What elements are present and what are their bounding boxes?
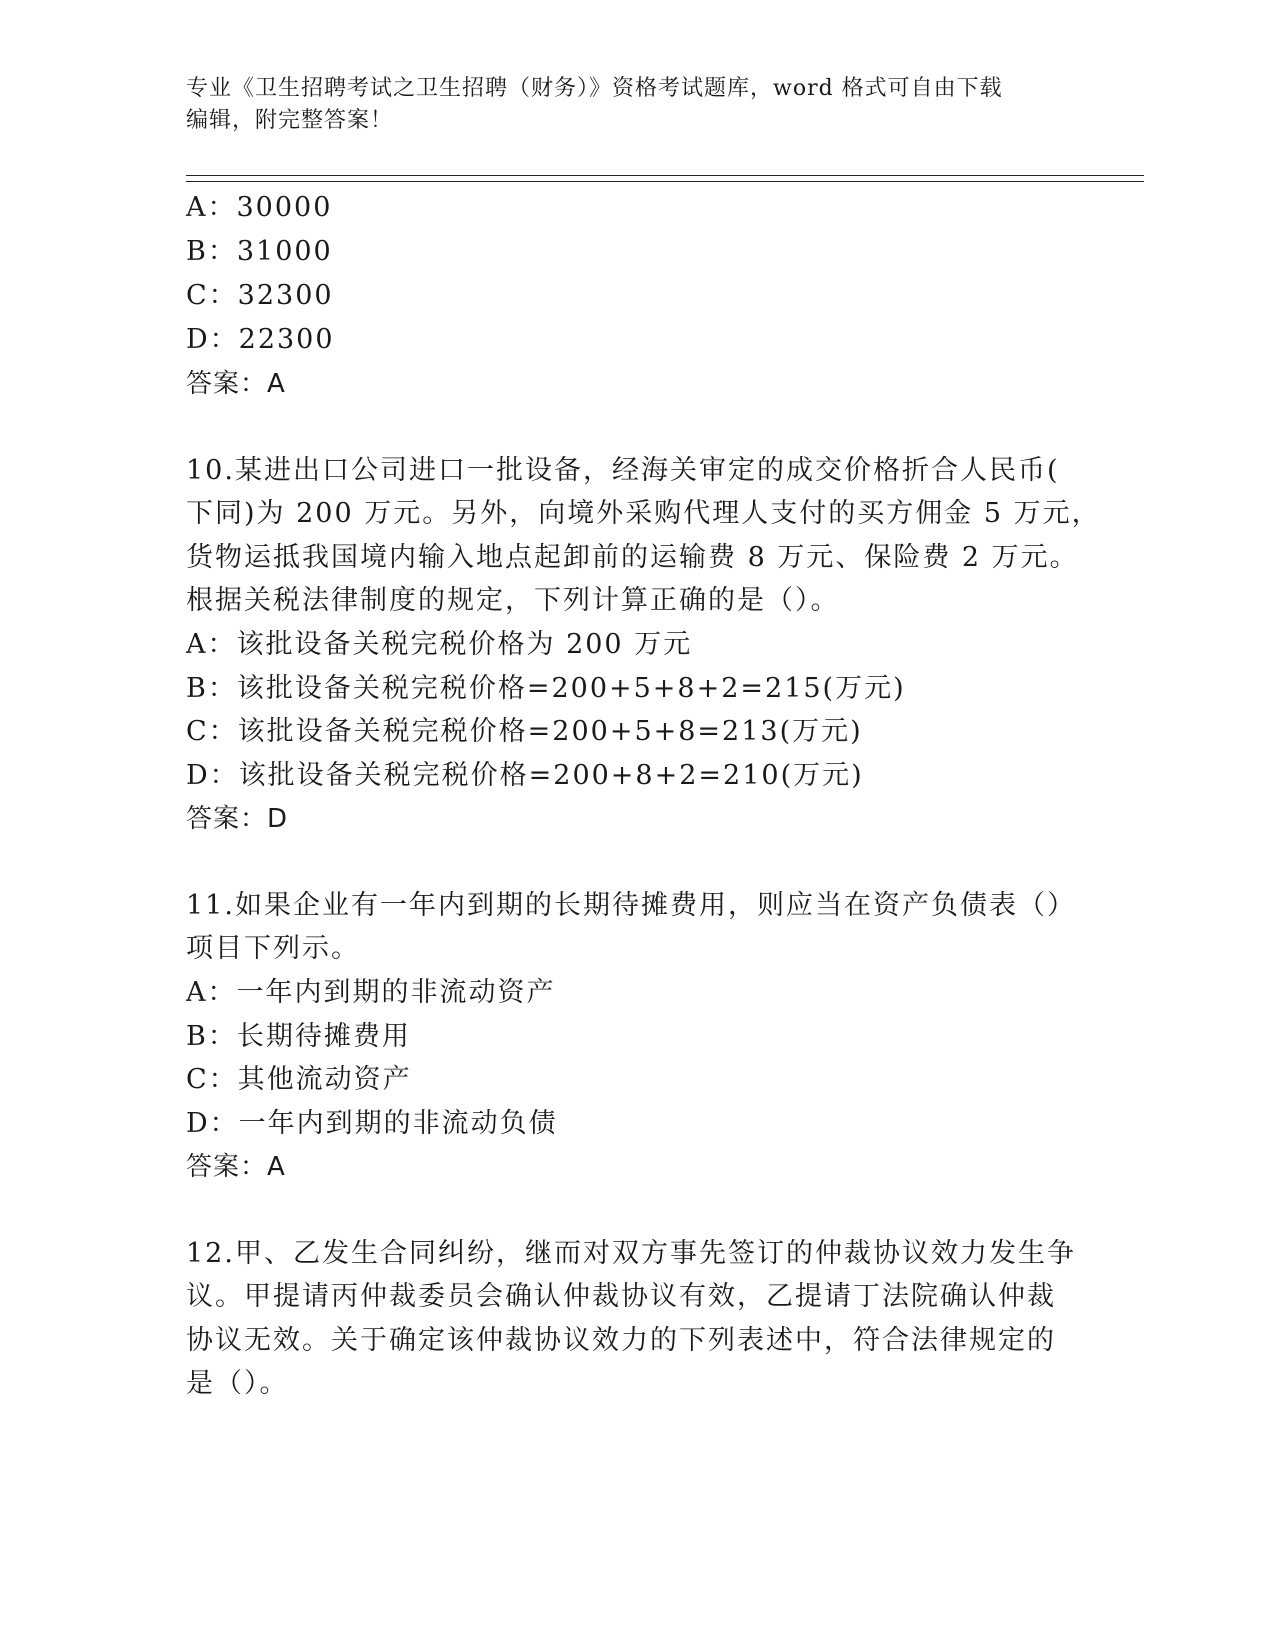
q10-stem-line-4: 根据关税法律制度的规定，下列计算正确的是（）。 bbox=[186, 585, 840, 616]
q10-option-a: A：该批设备关税完税价格为 200 万元 bbox=[186, 629, 693, 660]
q10-option-d: D：该批设备关税完税价格=200+8+2=210(万元) bbox=[186, 760, 864, 791]
q9-answer: 答案：A bbox=[186, 369, 286, 399]
q9-option-d: D：22300 bbox=[186, 324, 335, 355]
q11-option-b: B：长期待摊费用 bbox=[186, 1021, 411, 1052]
q10-answer: 答案：D bbox=[186, 804, 289, 834]
q12-stem-line-3: 协议无效。关于确定该仲裁协议效力的下列表述中，符合法律规定的 bbox=[186, 1325, 1056, 1356]
q10-option-b: B：该批设备关税完税价格=200+5+8+2=215(万元) bbox=[186, 673, 906, 704]
q11-option-d: D：一年内到期的非流动负债 bbox=[186, 1108, 558, 1139]
q11-stem-line-1: 11.如果企业有一年内到期的长期待摊费用，则应当在资产负债表（） bbox=[186, 890, 1076, 921]
q10-stem-line-3: 货物运抵我国境内输入地点起卸前的运输费 8 万元、保险费 2 万元。 bbox=[186, 542, 1079, 573]
q11-stem-line-2: 项目下列示。 bbox=[186, 933, 360, 964]
header-divider-top bbox=[186, 175, 1144, 176]
q10-stem-line-2: 下同)为 200 万元。另外，向境外采购代理人支付的买方佣金 5 万元， bbox=[186, 498, 1101, 529]
q10-option-c: C：该批设备关税完税价格=200+5+8=213(万元) bbox=[186, 716, 863, 747]
q9-option-c: C：32300 bbox=[186, 280, 334, 311]
q11-option-a: A：一年内到期的非流动资产 bbox=[186, 977, 556, 1008]
document-header bbox=[186, 73, 1086, 137]
header-divider-bottom bbox=[186, 181, 1144, 182]
q9-option-a: A：30000 bbox=[186, 192, 333, 223]
q11-option-c: C：其他流动资产 bbox=[186, 1064, 412, 1095]
q10-stem-line-1: 10.某进出口公司进口一批设备，经海关审定的成交价格折合人民币( bbox=[186, 455, 1060, 486]
q9-option-b: B：31000 bbox=[186, 236, 333, 267]
q11-answer: 答案：A bbox=[186, 1152, 286, 1182]
header-line-2: 编辑，附完整答案！ bbox=[186, 108, 394, 133]
header-line-1: 专业《卫生招聘考试之卫生招聘（财务）》资格考试题库，word 格式可自由下载 bbox=[186, 76, 1003, 101]
q12-stem-line-4: 是（）。 bbox=[186, 1368, 289, 1399]
q12-stem-line-1: 12.甲、乙发生合同纠纷，继而对双方事先签订的仲裁协议效力发生争 bbox=[186, 1238, 1076, 1269]
q12-stem-line-2: 议。甲提请丙仲裁委员会确认仲裁协议有效，乙提请丁法院确认仲裁 bbox=[186, 1281, 1056, 1312]
